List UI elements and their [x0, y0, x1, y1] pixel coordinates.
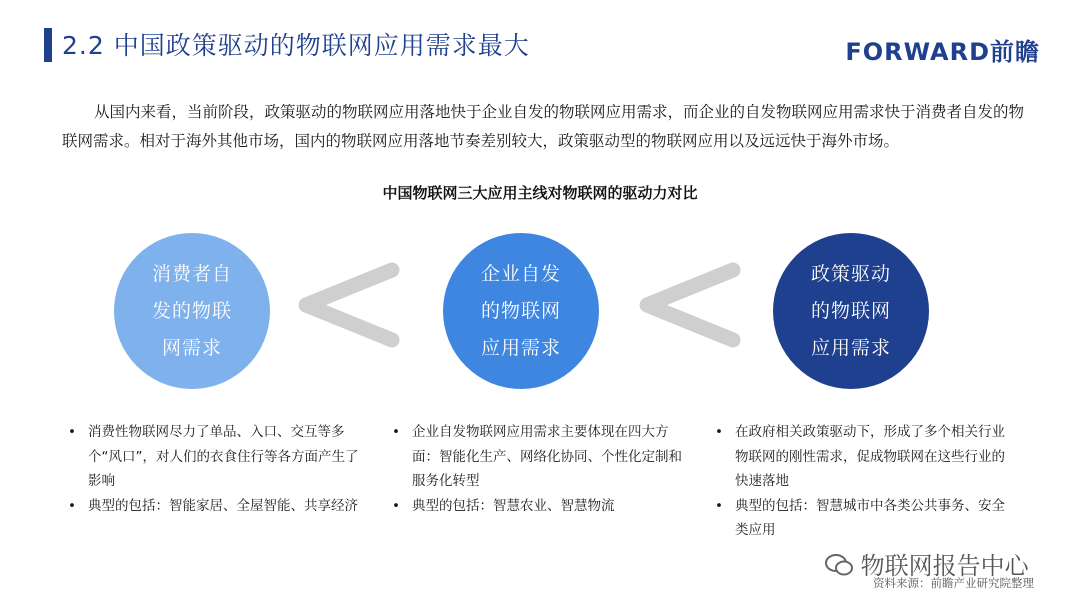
- forward-logo: FORWARD前瞻: [845, 38, 1040, 66]
- wechat-icon: [825, 553, 853, 577]
- wechat-name: 物联网报告中心: [860, 552, 1029, 580]
- page-title: 2.2 中国政策驱动的物联网应用需求最大: [62, 31, 530, 60]
- policy-notes: [713, 420, 1013, 543]
- bullet-text: 在政府相关政策驱动下，形成了多个相关行业物联网的刚性需求，促成物联网在这些行业的快速落地: [735, 424, 1005, 489]
- bullet-icon: •: [68, 497, 76, 514]
- bullet-icon: •: [715, 424, 723, 440]
- enterprise-demand-label: 企业自发的物联网应用需求: [480, 262, 561, 359]
- policy-demand-circle: [773, 233, 929, 389]
- less-than-icon: [633, 260, 743, 350]
- list-item: [713, 494, 1013, 543]
- list-item: [66, 494, 366, 519]
- list-item: [390, 420, 690, 494]
- intro-paragraph: 从国内来看，当前阶段，政策驱动的物联网应用落地快于企业自发的物联网应用需求，而企业的自发物联网应用需求快于消费者自发的物联网需求。相对于海外其他市场，国内的物联网应用落地节奏差别较大，政策驱动型的物联网应用以及远远快于海外市场。: [62, 103, 1025, 150]
- title-accent-bar: [44, 28, 52, 62]
- bullet-text: 典型的包括：智慧农业、智慧物流: [412, 497, 615, 514]
- source-note: 资料来源：前瞻产业研究院整理: [873, 576, 1034, 590]
- bullet-icon: •: [392, 424, 400, 440]
- consumer-demand-circle: [114, 233, 270, 389]
- bullet-icon: •: [715, 497, 723, 514]
- bullet-text: 典型的包括：智慧城市中各类公共事务、安全类应用: [735, 497, 1005, 538]
- bullet-text: 企业自发物联网应用需求主要体现在四大方面：智能化生产、网络化协同、个性化定制和服务化转型: [412, 424, 682, 489]
- bullet-icon: •: [392, 497, 400, 514]
- consumer-notes: [66, 420, 366, 518]
- diagram-title: 中国物联网三大应用主线对物联网的驱动力对比: [382, 184, 698, 202]
- bullet-text: 消费性物联网尽力了单品、入口、交互等多个“风口”，对人们的衣食住行等各方面产生了影响: [88, 424, 359, 489]
- bullet-icon: •: [68, 424, 76, 440]
- list-item: [390, 494, 690, 519]
- bullet-text: 典型的包括：智能家居、全屋智能、共享经济: [88, 497, 358, 514]
- list-item: [713, 420, 1013, 494]
- policy-demand-label: 政策驱动的物联网应用需求: [810, 262, 891, 359]
- enterprise-notes: [390, 420, 690, 518]
- less-than-icon: [292, 260, 402, 350]
- enterprise-demand-circle: [443, 233, 599, 389]
- list-item: [66, 420, 366, 494]
- consumer-demand-label: 消费者自发的物联网需求: [151, 262, 232, 359]
